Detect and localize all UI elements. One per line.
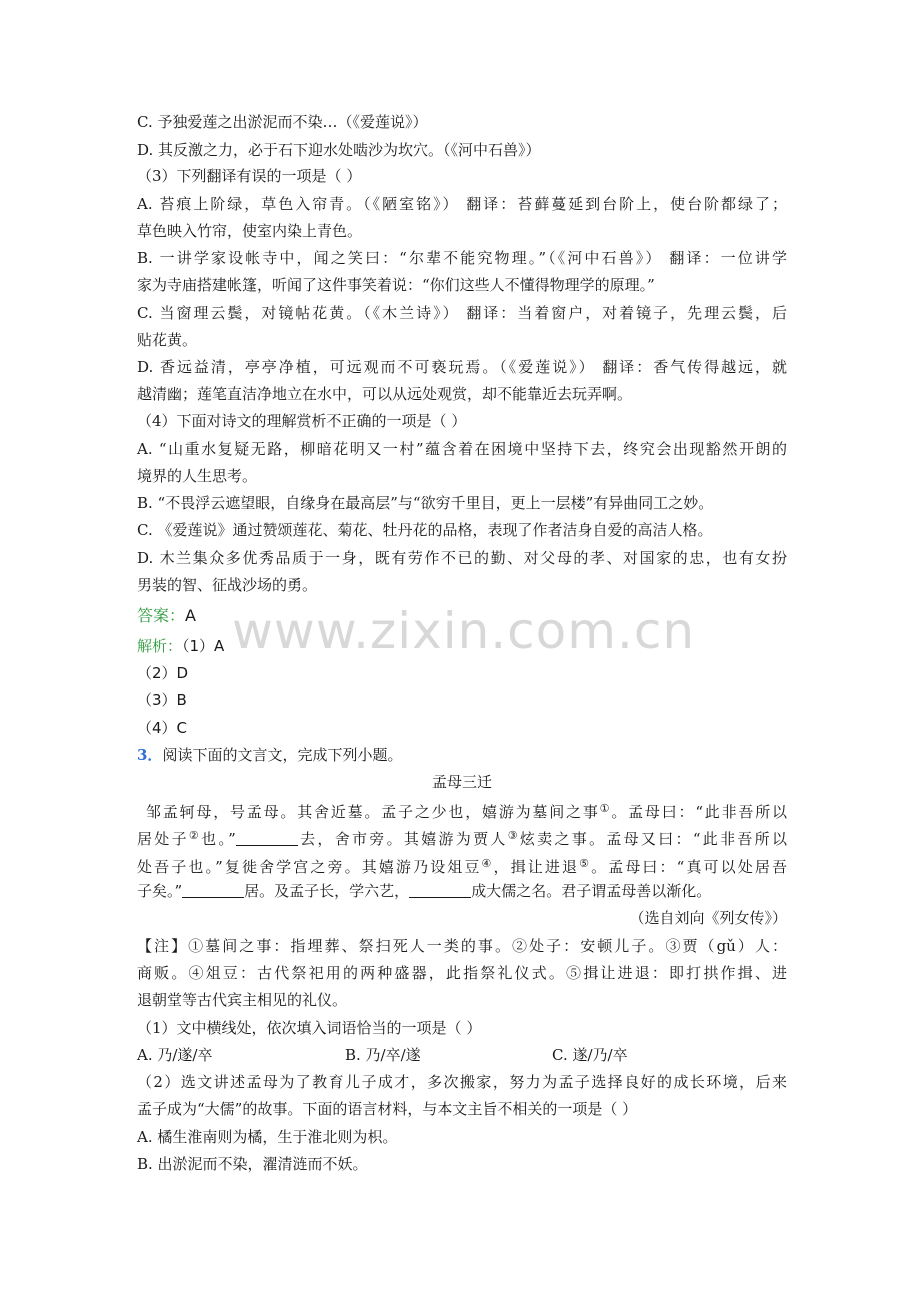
option-line: D. 木兰集众多优秀品质于一身，既有劳作不已的勤、对父母的孝、对国家的忠，也有女扮: [137, 549, 787, 567]
option-line: B. “不畏浮云遮望眼，自缘身在最高层”与“欲穷千里目，更上一层楼”有异曲同工之妙。: [137, 494, 714, 512]
answer-label: 答案：: [137, 606, 186, 625]
passage-source: （选自刘向《列女传》）: [629, 909, 787, 927]
option-a: A. 乃/遂/卒: [137, 1046, 213, 1064]
note-marker: ③: [507, 829, 520, 842]
option-line: A. 橘生淮南则为橘，生于淮北则为枳。: [137, 1128, 398, 1146]
analysis-item: （3）B: [137, 691, 187, 709]
sub-question-2: 孟子成为“大儒”的故事。下面的语言材料，与本文主旨不相关的一项是（ ）: [137, 1100, 638, 1118]
note-line: 【注】①墓间之事：指埋葬、祭扫死人一类的事。②处子：安顿儿子。③贾（gǔ）人：: [137, 937, 787, 955]
option-line: 家为寺庙搭建帐篷，听闻了这件事笑着说：“你们这些人不懂得物理学的原理。”: [137, 276, 655, 294]
option-c: C. 遂/乃/卒: [552, 1046, 628, 1064]
analysis-item: （4）C: [137, 719, 188, 737]
note-line: 商贩。④俎豆：古代祭祀用的两种盛器，此指祭礼仪式。⑤揖让进退：即打拱作揖、进: [137, 964, 787, 982]
answer-value: A: [185, 606, 196, 625]
watermark: www.zixin.com.cn: [232, 602, 696, 660]
fill-blank: [409, 883, 471, 898]
passage-line: 子矣。” 居。及孟子长，学六艺， 成大儒之名。君子谓孟母善以渐化。: [137, 882, 712, 900]
note-marker: ②: [188, 829, 202, 842]
note-marker: ⑤: [579, 857, 592, 870]
passage-line: 处吾子也。”复徙舍学宫之旁。其嬉游乃设俎豆④，揖让进退⑤。孟母曰：“真可以处居吾: [137, 857, 788, 876]
question-text: 阅读下面的文言文，完成下列小题。: [162, 746, 403, 764]
passage-line: 邹孟轲母，号孟母。其舍近墓。孟子之少也，嬉游为墓间之事①。孟母曰：“此非吾所以: [146, 802, 787, 821]
option-line: 贴花黄。: [137, 331, 198, 349]
note-marker: ①: [599, 802, 612, 815]
sub-question-2: （2）选文讲述孟母为了教育儿子成才，多次搬家，努力为孟子选择良好的成长环境，后来: [137, 1073, 787, 1091]
sub-question-1: （1）文中横线处，依次填入词语恰当的一项是（ ）: [137, 1019, 482, 1037]
option-line: 男装的智、征战沙场的勇。: [137, 576, 318, 594]
passage-title: 孟母三迁: [431, 773, 492, 791]
analysis-item: （2）D: [137, 664, 189, 682]
passage-line: 居处子②也。” 去，舍市旁。其嬉游为贾人③炫卖之事。孟母又曰：“此非吾所以: [137, 829, 787, 848]
question-3: （3）下列翻译有误的一项是（ ）: [137, 167, 362, 185]
option-b: B. 乃/卒/遂: [345, 1046, 421, 1064]
question-4: （4）下面对诗文的理解赏析不正确的一项是（ ）: [137, 412, 467, 430]
option-line: C. 当窗理云鬓，对镜帖花黄。（《木兰诗》） 翻译：当着窗户，对着镜子，先理云鬓，后: [137, 304, 787, 322]
option-line: D. 其反激之力，必于石下迎水处啮沙为坎穴。（《河中石兽》）: [137, 141, 541, 159]
analysis-label: 解析：: [137, 637, 183, 655]
note-marker: ④: [481, 857, 494, 870]
option-line: B. 一讲学家设帐寺中，闻之笑曰：“尔辈不能究物理。”（《河中石兽》） 翻译：一位讲学: [137, 249, 787, 267]
option-line: C. 予独爱莲之出淤泥而不染…（《爱莲说》）: [137, 113, 428, 131]
question-3-header: [137, 745, 787, 765]
option-line: 越清幽；莲笔直洁净地立在水中，可以从远处观赏，却不能靠近去玩弄啊。: [137, 385, 633, 403]
note-line: 退朝堂等古代宾主相见的礼仪。: [137, 991, 348, 1009]
option-line: C. 《爱莲说》通过赞颂莲花、菊花、牡丹花的品格，表现了作者洁身自爱的高洁人格。: [137, 521, 713, 539]
option-line: 草色映入竹帘，使室内染上青色。: [137, 222, 363, 240]
option-line: A. “山重水复疑无路，柳暗花明又一村”蕴含着在困境中坚持下去，终究会出现豁然开朗的: [137, 440, 787, 458]
question-number: 3．: [137, 746, 163, 764]
option-line: 境界的人生思考。: [137, 467, 258, 485]
option-line: B. 出淤泥而不染，濯清涟而不妖。: [137, 1155, 368, 1173]
option-line: D. 香远益清，亭亭净植，可远观而不可亵玩焉。（《爱莲说》） 翻译：香气传得越远，就: [137, 358, 787, 376]
fill-blank: [236, 831, 298, 846]
fill-blank: [182, 883, 244, 898]
option-line: A. 苔痕上阶绿，草色入帘青。（《陋室铭》） 翻译：苔藓蔓延到台阶上，使台阶都绿了；: [137, 195, 787, 213]
analysis-item: （1）A: [182, 637, 225, 655]
